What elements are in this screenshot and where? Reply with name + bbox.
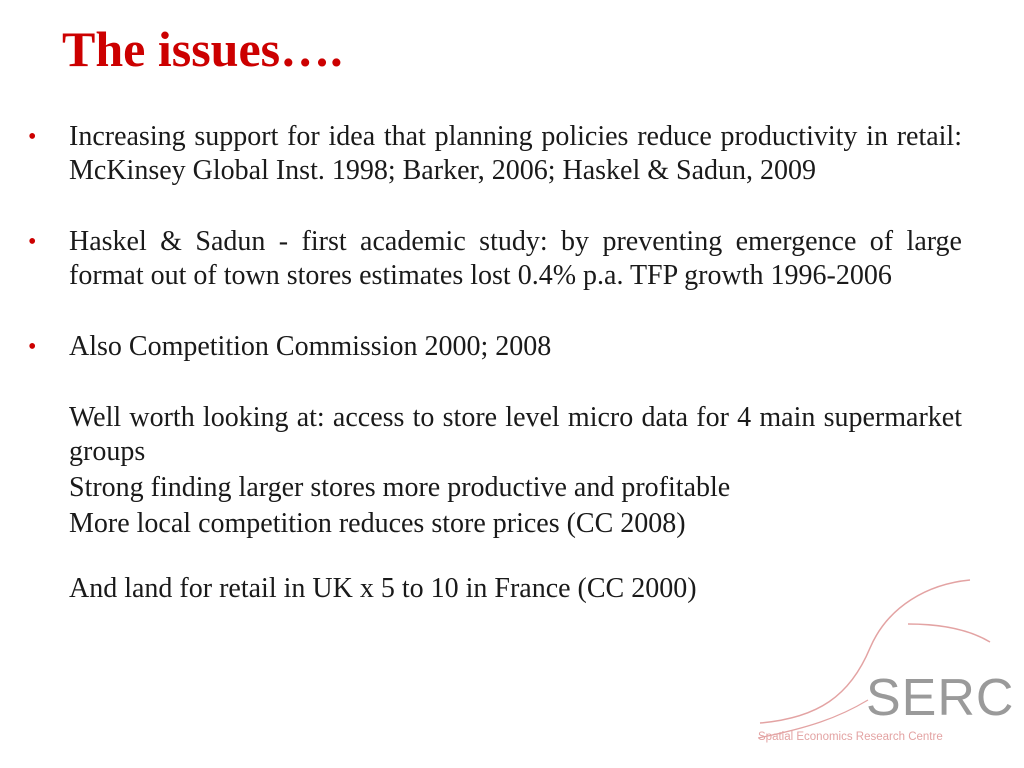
bullet-marker: • (28, 229, 37, 255)
bullet-marker: • (28, 124, 37, 150)
bullet-marker: • (28, 334, 37, 360)
bullet-item (28, 120, 962, 188)
body-paragraph: More local competition reduces store prices (CC 2008) (69, 508, 686, 539)
bullet-item (28, 330, 962, 364)
serc-subtitle: Spatial Economics Research Centre (758, 731, 943, 743)
serc-logo (758, 578, 1015, 748)
slide-body (28, 120, 962, 606)
body-paragraph: And land for retail in UK x 5 to 10 in France (CC 2000) (69, 573, 697, 604)
body-paragraph: Strong finding larger stores more productive and profitable (69, 472, 731, 503)
bullet-text: Haskel & Sadun - first academic study: by preventing emergence of large format out of town stores estimates lost 0.4% p.a. TFP growth 1996-2006 (69, 226, 962, 291)
bullet-item (28, 225, 962, 293)
bullet-text: Increasing support for idea that planning policies reduce productivity in retail: McKinsey Global Inst. 1998; Barker, 2006; Haskel & Sadun, 2009 (69, 121, 962, 186)
slide-title: The issues…. (62, 21, 343, 77)
body-paragraph: Well worth looking at: access to store level micro data for 4 main supermarket groups (69, 402, 962, 467)
serc-wordmark: SERC (866, 669, 1015, 727)
bullet-text: Also Competition Commission 2000; 2008 (69, 331, 552, 362)
